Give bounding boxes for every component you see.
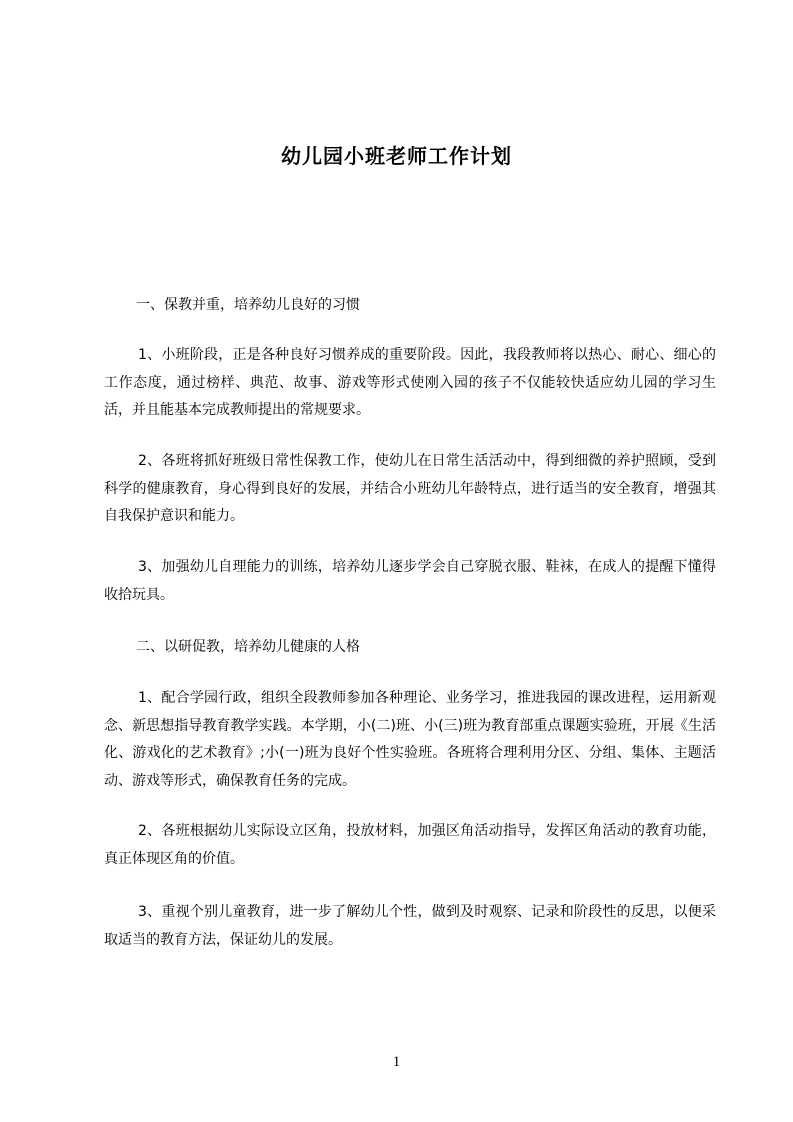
section-2-paragraph-3: 3、重视个别儿童教育，进一步了解幼儿个性，做到及时观察、记录和阶段性的反思，以便采取适当的教育方法，保证幼儿的发展。 [104,904,716,948]
section-1-paragraph-3: 3、加强幼儿自理能力的训练，培养幼儿逐步学会自己穿脱衣服、鞋袜，在成人的提醒下懂得收拾玩具。 [104,559,716,603]
section-1-paragraph-2: 2、各班将抓好班级日常性保教工作，使幼儿在日常生活活动中，得到细微的养护照顾，受到科学的健康教育，身心得到良好的发展，并结合小班幼儿年龄特点，进行适当的安全教育，增强其自我保护意识和能力。 [104,453,716,524]
section-heading-1: 一、保教并重，培养幼儿良好的习惯 [136,297,360,313]
document-title: 幼儿园小班老师工作计划 [281,144,512,168]
page-number: 1 [392,1054,401,1070]
section-heading-2: 二、以研促教，培养幼儿健康的人格 [136,639,360,655]
section-2-paragraph-2: 2、各班根据幼儿实际设立区角，投放材料，加强区角活动指导，发挥区角活动的教育功能，真正体现区角的价值。 [104,823,716,867]
section-1-paragraph-1: 1、小班阶段，正是各种良好习惯养成的重要阶段。因此，我段教师将以热心、耐心、细心的工作态度，通过榜样、典范、故事、游戏等形式使刚入园的孩子不仅能较快适应幼儿园的学习生活，并且能基本完成教师提出的常规要求。 [104,347,716,418]
section-2-paragraph-1: 1、配合学园行政，组织全段教师参加各种理论、业务学习，推进我园的课改进程，运用新观念、新思想指导教育教学实践。本学期，小(二)班、小(三)班为教育部重点课题实验班，开展《生活化、游戏化的艺术教育》;小(一)班为良好个性实验班。各班将合理利用分区、分组、集体、主题活动、游戏等形式，确保教育任务的完成。 [104,690,716,789]
